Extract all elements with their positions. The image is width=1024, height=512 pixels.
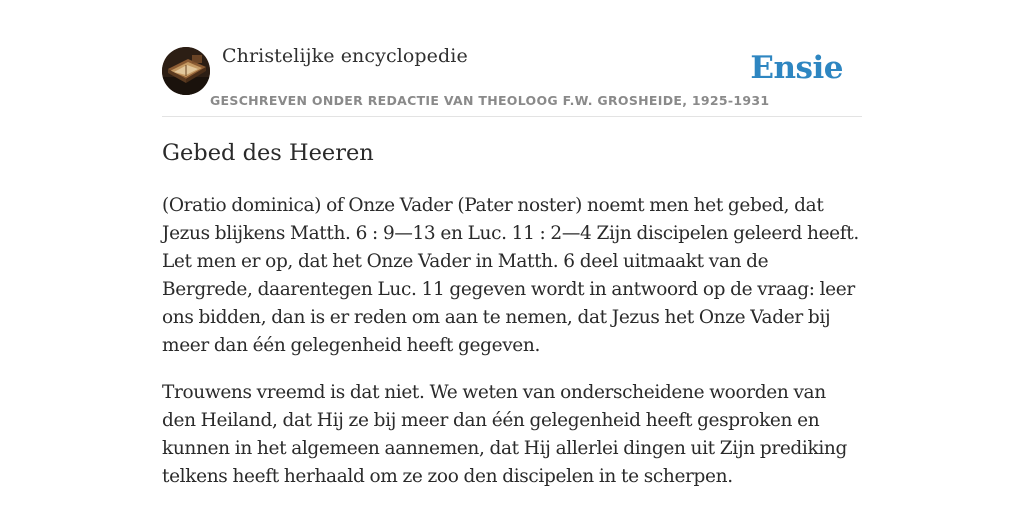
article-paragraph: (Oratio dominica) of Onze Vader (Pater noster) noemt men het gebed, dat Jezus blijkens Matth. 6 : 9—13 en Luc. 11 : 2—4 Zijn discipelen geleerd heeft. Let men er op, dat het Onze Vader in Matth. 6 deel uitmaakt van de Bergrede, daarentegen Luc. 11 gegeven wordt in antwoord op de vraag: leer ons bidden, dan is er reden om aan te nemen, dat Jezus het Onze Vader bij meer dan één gelegenheid heeft gegeven. — [162, 195, 859, 356]
site-subtitle: GESCHREVEN ONDER REDACTIE VAN THEOLOOG F.W. GROSHEIDE, 1925-1931 — [210, 93, 770, 108]
article-paragraph: Trouwens vreemd is dat niet. We weten van onderscheidene woorden van den Heiland, dat Hij ze bij meer dan één gelegenheid heeft gesproken en kunnen in het algemeen aannemen, dat Hij allerlei dingen uit Zijn prediking telkens heeft herhaald om ze zoo den discipelen in te scherpen. — [162, 382, 847, 487]
site-header — [162, 0, 862, 117]
ensie-logo[interactable]: Ensie — [750, 50, 843, 86]
encyclopedia-avatar[interactable] — [162, 47, 210, 95]
page — [162, 0, 862, 487]
site-name[interactable]: Christelijke encyclopedie — [222, 45, 468, 67]
article-title: Gebed des Heeren — [162, 140, 374, 166]
book-image-icon — [162, 47, 210, 95]
